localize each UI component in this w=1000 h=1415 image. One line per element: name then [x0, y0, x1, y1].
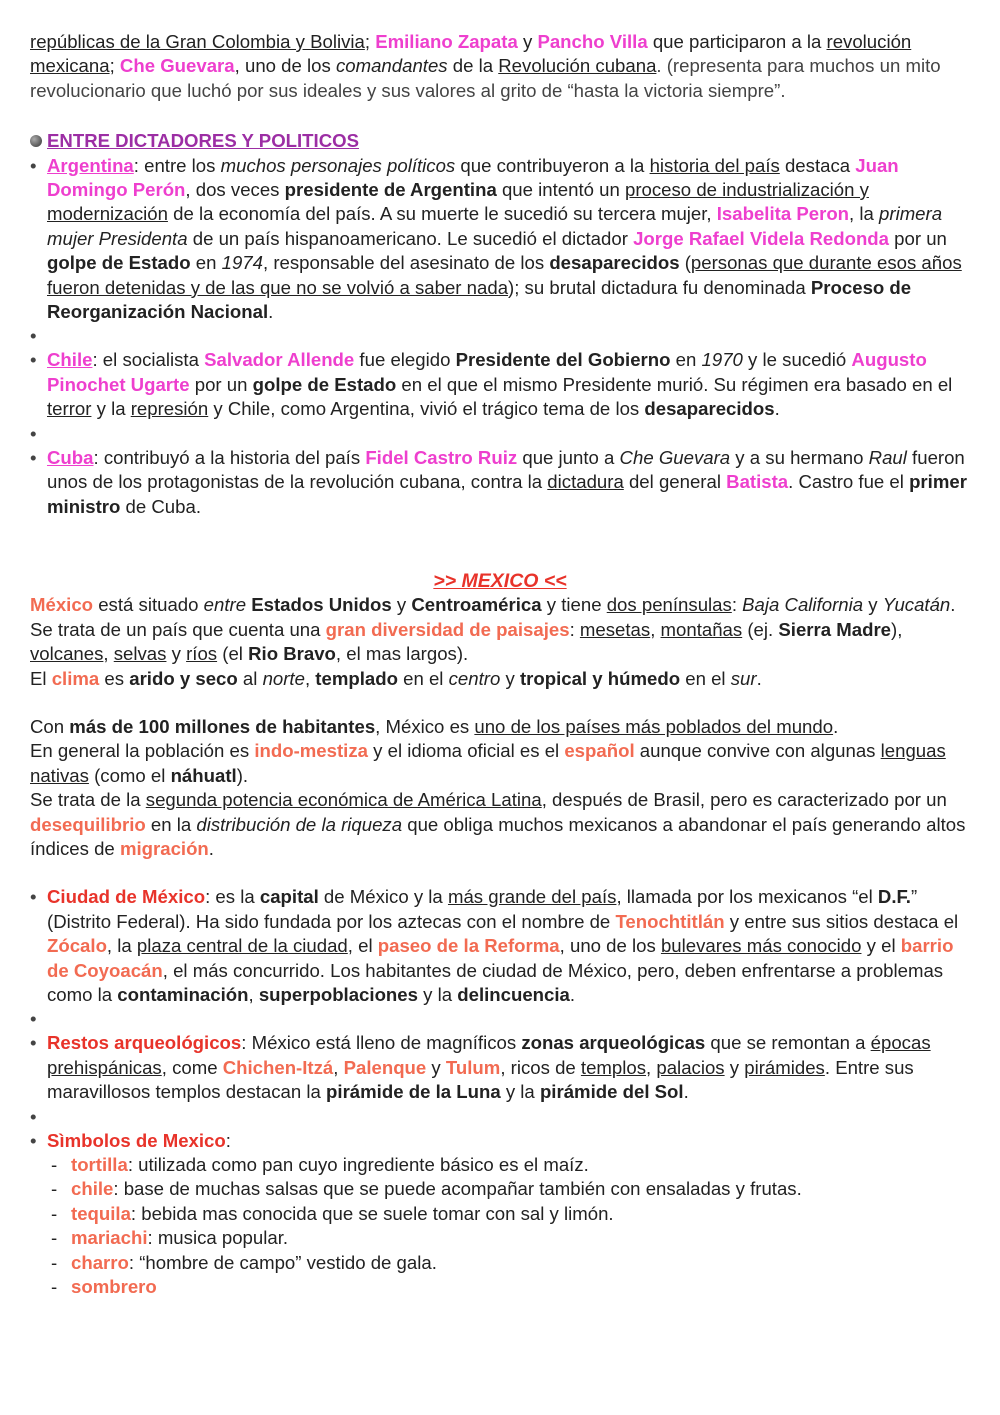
text: y entre sus sitios destaca el: [724, 910, 959, 932]
text: en el: [680, 667, 731, 689]
text: fueron unos de los protagonistas de la revolución cubana, contra la: [47, 446, 965, 493]
text: delincuencia: [457, 984, 570, 1005]
text: Yucatán: [882, 594, 951, 616]
mexico-paragraph-geography: [30, 593, 970, 666]
text: paseo de la Reforma: [377, 935, 560, 957]
text: en la: [145, 813, 197, 835]
text: . Entre sus maravillosos templos destacan la: [47, 1056, 914, 1103]
text: ),: [891, 618, 903, 640]
text: , la: [106, 935, 137, 957]
text: destaca: [779, 154, 856, 176]
text: pirámide de la Luna: [326, 1081, 501, 1103]
text: está situado: [93, 594, 204, 616]
text: pirámide del Sol: [539, 1081, 684, 1103]
intro-text: revolución mexicana: [30, 31, 912, 77]
mexico-paragraph-economy: [30, 788, 970, 861]
text: volcanes: [30, 643, 104, 665]
text: y el idioma oficial es el: [367, 740, 565, 762]
text: y tiene: [541, 594, 607, 616]
intro-text: comandantes: [335, 55, 448, 77]
text: dictadura: [547, 471, 624, 493]
text: . Se trata de un país que cuenta una: [30, 594, 956, 640]
text: por un: [889, 227, 947, 249]
text: :: [225, 1129, 231, 1151]
text: y la: [91, 398, 131, 420]
text: .: [833, 715, 839, 737]
text: Estados Unidos: [251, 594, 392, 616]
text: del general: [623, 471, 727, 493]
text: migración: [119, 837, 209, 859]
text: mesetas: [579, 618, 651, 640]
text: de Cuba.: [120, 495, 201, 517]
text: norte: [262, 667, 305, 689]
text: El: [30, 667, 52, 689]
name-villa: Pancho Villa: [537, 31, 648, 52]
list-item: [51, 1153, 970, 1177]
text: que intentó un: [496, 179, 625, 201]
text: golpe de Estado: [252, 373, 397, 395]
text: muchos personajes políticos: [220, 154, 456, 176]
text: primera mujer Presidenta: [47, 203, 943, 249]
text: épocas prehispánicas: [47, 1032, 931, 1078]
text: y la: [417, 984, 458, 1005]
text: palacios: [656, 1056, 725, 1078]
text: en: [190, 252, 222, 274]
text: que junto a: [517, 446, 620, 468]
text: primer ministro: [47, 471, 967, 517]
text: Zócalo: [47, 935, 107, 957]
text: y: [426, 1056, 446, 1078]
symbol-desc: : “hombre de campo” vestido de gala.: [128, 1251, 437, 1273]
mexico-list: [30, 885, 970, 1299]
text: entre: [203, 594, 247, 616]
text: centro: [448, 667, 501, 689]
text: lenguas nativas: [30, 740, 946, 786]
text: ,: [304, 667, 316, 689]
text: represión: [130, 398, 209, 420]
text: y: [724, 1056, 745, 1078]
text: terror: [47, 398, 92, 420]
text: al: [237, 667, 263, 689]
text: Che Guevara: [619, 446, 731, 468]
text: barrio de Coyoacán: [47, 935, 954, 981]
text: capital: [259, 886, 319, 908]
text: y el: [861, 935, 901, 957]
text: contaminación: [117, 984, 249, 1005]
text: En general la población es: [30, 740, 255, 762]
symbol-desc: : base de muchas salsas que se puede acompañar también con ensaladas y frutas.: [113, 1178, 802, 1200]
text: , llamada por los mexicanos “el: [616, 886, 878, 908]
text: tropical y húmedo: [519, 667, 681, 689]
text: y Chile, como Argentina, vivió el trágico tema de los: [208, 398, 645, 420]
section-title: ENTRE DICTADORES Y POLITICOS: [47, 130, 359, 152]
intro-text: repúblicas de la Gran Colombia y Bolivia: [30, 31, 365, 52]
text: gran diversidad de paisajes: [325, 618, 570, 640]
list-item: [51, 1177, 970, 1201]
text: Chichen-Itzá: [222, 1056, 334, 1078]
text: .: [268, 301, 274, 323]
text: Palenque: [343, 1056, 427, 1078]
text: Raul: [868, 446, 907, 468]
text: (: [679, 252, 691, 274]
list-item-cuba: [30, 446, 970, 519]
text: Se trata de la: [30, 789, 146, 811]
text: dos penínsulas: [606, 594, 732, 616]
text: D.F.: [877, 886, 911, 908]
name-batista: Batista: [726, 471, 789, 493]
text: ríos: [186, 643, 218, 665]
text: Presidente del Gobierno: [455, 349, 671, 371]
text: por un: [189, 373, 253, 395]
text: (ej.: [742, 618, 779, 640]
symbol-term: tortilla: [71, 1154, 128, 1176]
text: selvas: [113, 643, 167, 665]
text: , responsable del asesinato de los: [263, 252, 550, 274]
text: de un país hispanoamericano. Le sucedió el dictador: [187, 227, 634, 249]
label-simbolos: Sìmbolos de Mexico: [47, 1129, 226, 1151]
name-allende: Salvador Allende: [204, 349, 355, 371]
text: y a su hermano: [730, 446, 869, 468]
text: templado: [315, 667, 398, 689]
text: : entre los: [133, 154, 221, 176]
text: ).: [236, 764, 249, 786]
text: Tulum: [445, 1056, 501, 1078]
text: español: [564, 740, 635, 762]
text: y: [863, 594, 883, 616]
text: indo-mestiza: [254, 740, 368, 762]
text: , después de Brasil, pero es caracterizado por un: [541, 789, 947, 811]
text: superpoblaciones: [258, 984, 418, 1005]
symbol-desc: : musica popular.: [147, 1227, 289, 1249]
text: México: [30, 594, 94, 616]
text: , México es: [375, 715, 475, 737]
mexico-paragraph-population: [30, 715, 970, 739]
text: es: [99, 667, 130, 689]
text: ,: [248, 984, 259, 1005]
text: : México está lleno de magníficos: [241, 1032, 522, 1054]
label-cuba: Cuba: [47, 446, 94, 468]
intro-text: ;: [109, 55, 120, 77]
list-item-argentina: [30, 154, 970, 325]
mexico-paragraph-language: [30, 739, 970, 788]
text: y le sucedió: [742, 349, 852, 371]
name-videla: Jorge Rafael Videla Redonda: [633, 227, 889, 249]
text: pirámides: [744, 1056, 825, 1078]
text: montañas: [660, 618, 743, 640]
text: .: [683, 1081, 689, 1103]
text: ,: [646, 1056, 657, 1078]
text: en: [670, 349, 702, 371]
list-item: [51, 1251, 970, 1275]
text: ,: [333, 1056, 344, 1078]
mexico-title-text: >> MEXICO <<: [433, 569, 567, 592]
text: , el: [347, 935, 378, 957]
intro-paragraph: [30, 30, 970, 103]
text: en el que el mismo Presidente murió. Su régimen era basado en el: [396, 373, 953, 395]
text: personas que durante esos años fueron detenidas y de las que no se volvió a saber nada: [47, 252, 962, 298]
text: que contribuyeron a la: [455, 154, 650, 176]
list-item-chile: [30, 348, 970, 421]
text: : el socialista: [92, 349, 205, 371]
text: , dos veces: [185, 179, 285, 201]
text: desaparecidos: [549, 252, 680, 274]
list-item: [51, 1202, 970, 1226]
text: desaparecidos: [644, 398, 775, 420]
text: presidente de Argentina: [284, 179, 497, 201]
simbolos-list: [47, 1153, 970, 1299]
text: más grande del país: [447, 886, 617, 908]
text: segunda potencia económica de América Latina: [145, 789, 542, 811]
text: arido y seco: [129, 667, 238, 689]
symbol-desc: : bebida mas conocida que se suele tomar con sal y limón.: [130, 1202, 614, 1224]
text: ,: [103, 643, 114, 665]
mexico-paragraph-climate: [30, 667, 970, 691]
spacer: [30, 861, 970, 885]
text: que se remontan a: [705, 1032, 871, 1054]
text: , el más concurrido. Los habitantes de ciudad de México, pero, deben enfrentarse a problemas como la: [47, 959, 944, 1005]
spacer: [30, 1105, 970, 1129]
text: Sierra Madre: [778, 618, 892, 640]
text: Centroamérica: [411, 594, 542, 616]
text: fue elegido: [354, 349, 456, 371]
symbol-term: charro: [71, 1251, 129, 1273]
text: en el: [397, 667, 449, 689]
text: (como el: [88, 764, 171, 786]
section-heading-dictadores: [30, 129, 970, 153]
text: que obliga muchos mexicanos a abandonar el país generando altos índices de: [30, 813, 966, 859]
text: Proceso de Reorganización Nacional: [47, 276, 912, 323]
text: ” (Distrito Federal). Ha sido fundada por los aztecas con el nombre de: [47, 886, 918, 932]
name-fidel: Fidel Castro Ruiz: [365, 446, 518, 468]
text: .: [208, 837, 214, 859]
text: Tenochtitlán: [615, 910, 725, 932]
text: : contribuyó a la historia del país: [93, 446, 366, 468]
mexico-title: [30, 569, 970, 593]
text: y: [166, 643, 187, 665]
text: , ricos de: [500, 1056, 581, 1078]
text: (el: [217, 643, 249, 665]
text: aunque convive con algunas: [634, 740, 881, 762]
text: de México y la: [318, 886, 448, 908]
text: :: [731, 594, 743, 616]
text: ); su brutal dictadura fu denominada: [508, 276, 811, 298]
intro-text: . (representa para muchos un mito revolucionario que luchó por sus ideales y sus valores al grito de “hasta la victoria siempre”.: [30, 55, 941, 101]
text: desequilibrio: [30, 813, 146, 835]
text: uno de los países más poblados del mundo: [474, 715, 834, 737]
name-isabelita: Isabelita Peron: [716, 203, 850, 225]
text: proceso de industrialización y modernización: [47, 179, 869, 225]
text: sur: [730, 667, 757, 689]
text: , la: [849, 203, 880, 225]
name-peron: Juan Domingo Perón: [47, 154, 899, 201]
text: plaza central de la ciudad: [136, 935, 348, 957]
list-item-ciudad: [30, 885, 970, 1007]
text: de la economía del país. A su muerte le sucedió su tercera mujer,: [167, 203, 717, 225]
text: : es la: [205, 886, 260, 908]
text: 1974: [221, 252, 263, 274]
text: . Castro fue el: [788, 471, 910, 493]
name-che: Che Guevara: [119, 55, 235, 77]
label-chile: Chile: [47, 349, 93, 371]
text: bulevares más conocido: [660, 935, 862, 957]
text: .: [569, 984, 576, 1005]
text: .: [756, 667, 762, 689]
text: templos: [580, 1056, 647, 1078]
bullet-dot-icon: [30, 135, 42, 147]
text: náhuatl: [170, 764, 237, 786]
intro-text: , uno de los: [234, 55, 336, 77]
text: distribución de la riqueza: [196, 813, 403, 835]
list-item-restos: [30, 1031, 970, 1104]
label-argentina: Argentina: [47, 154, 134, 176]
name-zapata: Emiliano Zapata: [375, 31, 518, 52]
text: :: [569, 618, 580, 640]
text: y: [500, 667, 520, 689]
spacer: [30, 1007, 970, 1031]
symbol-term: mariachi: [71, 1227, 148, 1249]
label-ciudad: Ciudad de México: [47, 886, 206, 908]
symbol-desc: : utilizada como pan cuyo ingrediente básico es el maíz.: [127, 1154, 589, 1176]
dictadores-list: [30, 154, 970, 519]
text: Rio Bravo: [248, 643, 336, 665]
text: Baja California: [742, 594, 864, 616]
text: golpe de Estado: [47, 252, 191, 274]
text: y: [391, 594, 412, 616]
text: .: [774, 398, 780, 420]
spacer: [30, 422, 970, 446]
text: , uno de los: [559, 935, 661, 957]
intro-text: de la: [447, 55, 499, 77]
intro-text: que participaron a la: [647, 31, 827, 52]
list-item: [51, 1275, 970, 1299]
name-pinochet: Augusto Pinochet Ugarte: [47, 349, 927, 395]
spacer: [30, 691, 970, 715]
text: , come: [161, 1056, 223, 1078]
label-restos: Restos arqueológicos: [47, 1032, 242, 1054]
text: clima: [51, 667, 100, 689]
text: historia del país: [649, 154, 780, 176]
intro-text: Revolución cubana: [498, 55, 657, 77]
text: ,: [650, 618, 661, 640]
list-item-simbolos: [30, 1129, 970, 1300]
spacer: [30, 324, 970, 348]
intro-text: y: [517, 31, 538, 52]
symbol-term: sombrero: [71, 1276, 157, 1298]
text: , el mas largos).: [335, 643, 469, 665]
text: más de 100 millones de habitantes: [69, 715, 376, 737]
symbol-term: tequila: [71, 1202, 131, 1224]
intro-text: ;: [364, 31, 376, 52]
text: Con: [30, 715, 70, 737]
list-item: [51, 1226, 970, 1250]
text: zonas arqueológicas: [521, 1032, 706, 1054]
text: 1970: [701, 349, 743, 371]
symbol-term: chile: [71, 1178, 114, 1200]
text: y la: [500, 1081, 540, 1103]
